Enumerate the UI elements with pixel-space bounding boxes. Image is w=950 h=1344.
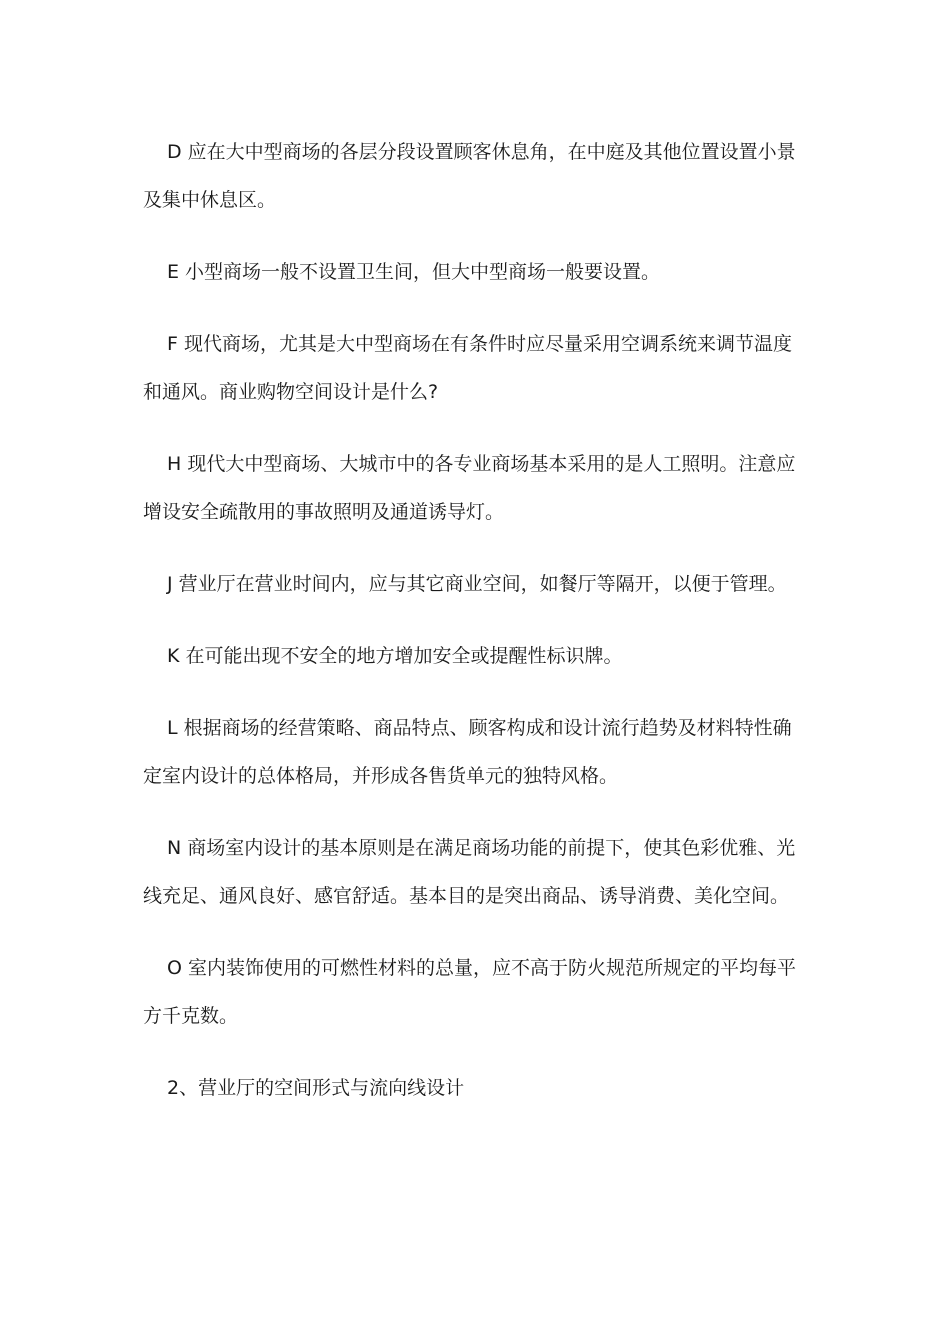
paragraph-o: O 室内装饰使用的可燃性材料的总量，应不高于防火规范所规定的平均每平方千克数。 — [143, 957, 796, 1027]
paragraph-k: K 在可能出现不安全的地方增加安全或提醒性标识牌。 — [167, 645, 623, 667]
paragraph-e: E 小型商场一般不设置卫生间，但大中型商场一般要设置。 — [167, 261, 661, 283]
section-heading: 2、营业厅的空间形式与流向线设计 — [167, 1077, 465, 1099]
paragraph-j: J 营业厅在营业时间内，应与其它商业空间，如餐厅等隔开，以便于管理。 — [167, 573, 787, 595]
paragraph-n: N 商场室内设计的基本原则是在满足商场功能的前提下，使其色彩优雅、光线充足、通风良好、感官舒适。基本目的是突出商品、诱导消费、美化空间。 — [143, 837, 796, 907]
paragraph-d: D 应在大中型商场的各层分段设置顾客休息角，在中庭及其他位置设置小景及集中休息区。 — [143, 141, 796, 211]
paragraph-h: H 现代大中型商场、大城市中的各专业商场基本采用的是人工照明。注意应增设安全疏散用的事故照明及通道诱导灯。 — [143, 453, 796, 523]
document-body — [143, 128, 805, 1136]
paragraph-l: L 根据商场的经营策略、商品特点、顾客构成和设计流行趋势及材料特性确定室内设计的总体格局，并形成各售货单元的独特风格。 — [143, 717, 792, 787]
paragraph-f: F 现代商场，尤其是大中型商场在有条件时应尽量采用空调系统来调节温度和通风。商业购物空间设计是什么? — [143, 333, 792, 403]
